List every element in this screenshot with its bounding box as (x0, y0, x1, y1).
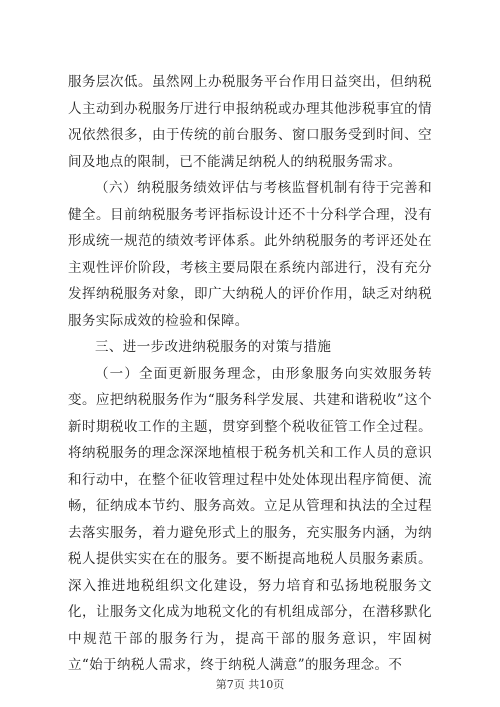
section-heading: 三、进一步改进纳税服务的对策与措施 (95, 339, 332, 355)
paragraph-1: 服务层次低。虽然网上办税服务平台作用日益突出，但纳税人主动到办税服务厅进行申报纳税或办理其他涉税事宜的情况依然很多，由于传统的前台服务、窗口服务受到时间、空间及地点的限制，已不能满足纳税人的纳税服务需求。 (68, 74, 432, 170)
paragraph-3: （一）全面更新服务理念，由形象服务向实效服务转变。应把纳税服务作为“服务科学发展、共建和谐税收”这个新时期税收工作的主题，贯穿到整个税收征管工作全过程。将纳税服务的理念深深地植根于税务机关和工作人员的意识和行动中，在整个征收管理过程中处处体现出程序简便、流畅，征纳成本节约、服务高效。立足从管理和执法的全过程去落实服务，着力避免形式上的服务，充实服务内涵，为纳税人提供实实在在的服务。要不断提高地税人员服务素质。深入推进地税组织文化建设，努力培育和弘扬地税服务文化，让服务文化成为地税文化的有机组成部分，在潜移默化中规范干部的服务行为，提高干部的服务意识，牢固树立“始于纳税人需求，终于纳税人满意”的服务理念。不 (68, 365, 432, 673)
document-body (68, 69, 432, 679)
page-footer: 第7页 共10页 (215, 678, 285, 691)
paragraph-2: （六）纳税服务绩效评估与考核监督机制有待于完善和健全。目前纳税服务考评指标设计还不十分科学合理，没有形成统一规范的绩效考评体系。此外纳税服务的考评还处在主观性评价阶段，考核主要局限在系统内部进行，没有充分发挥纳税服务对象，即广大纳税人的评价作用，缺乏对纳税服务实际成效的检验和保障。 (68, 180, 432, 329)
